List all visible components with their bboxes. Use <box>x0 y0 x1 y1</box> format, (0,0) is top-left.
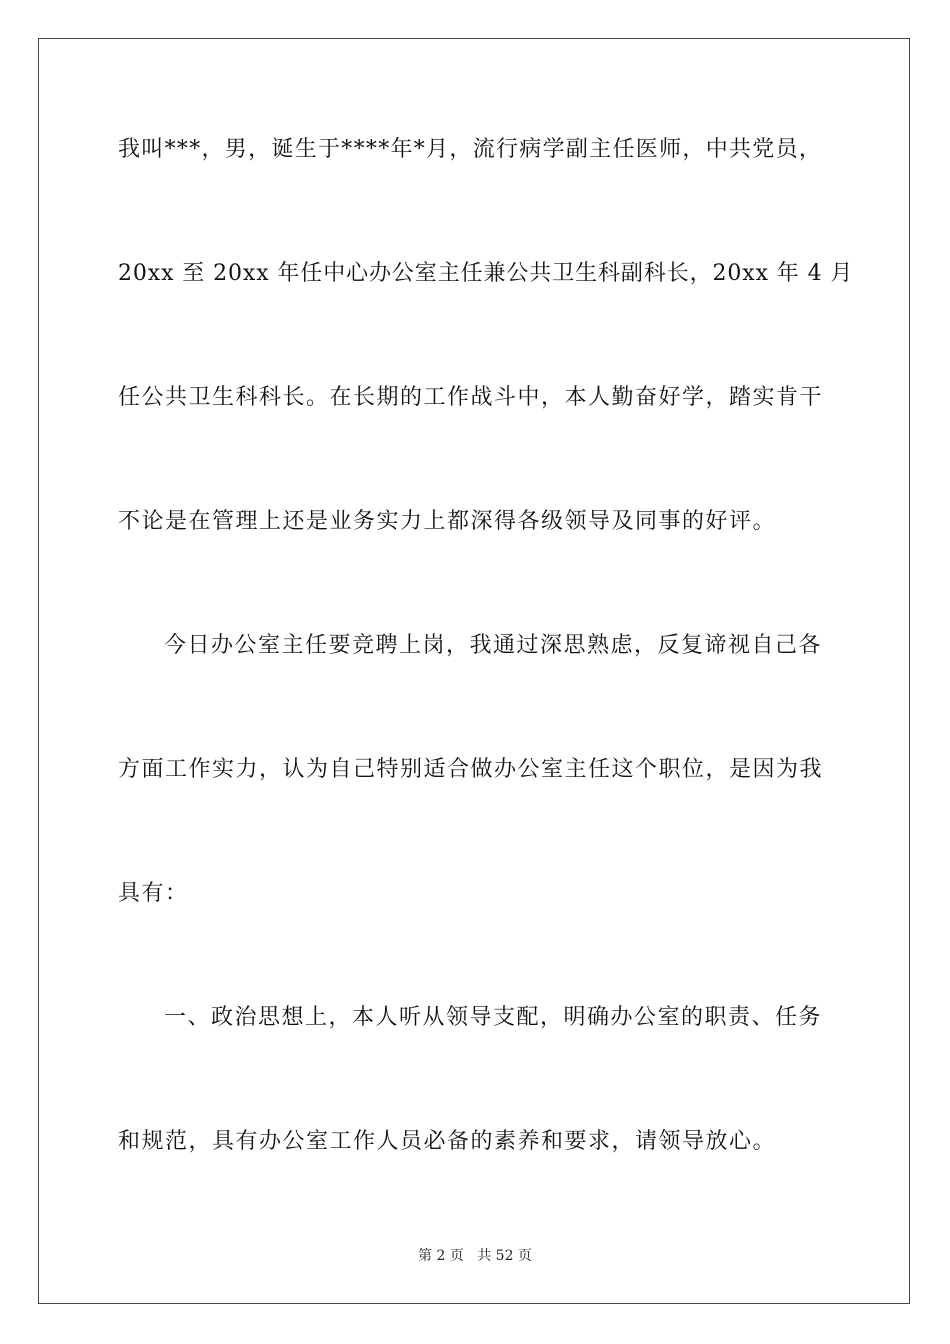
body-line-1: 我叫***，男，诞生于****年*月，流行病学副主任医师，中共党员， <box>118 137 823 162</box>
body-line-2: 20xx 至 20xx 年任中心办公室主任兼公共卫生科副科长，20xx 年 4 月 <box>118 261 854 286</box>
body-line-5: 今日办公室主任要竞聘上岗，我通过深思熟虑，反复谛视自己各 <box>164 633 823 658</box>
body-line-6: 方面工作实力，认为自己特别适合做办公室主任这个职位，是因为我 <box>118 757 824 782</box>
page-number: 第 2 页 <box>418 1248 464 1264</box>
body-line-9: 和规范，具有办公室工作人员必备的素养和要求，请领导放心。 <box>118 1129 777 1154</box>
page-footer <box>0 1246 950 1266</box>
page-total: 共 52 页 <box>477 1248 532 1264</box>
page-frame <box>38 38 910 1304</box>
body-line-8: 一、政治思想上，本人听从领导支配，明确办公室的职责、任务 <box>164 1005 823 1030</box>
body-line-3: 任公共卫生科科长。在长期的工作战斗中，本人勤奋好学，踏实肯干 <box>118 385 824 410</box>
body-line-7: 具有： <box>118 881 189 906</box>
body-line-4: 不论是在管理上还是业务实力上都深得各级领导及同事的好评。 <box>118 509 777 534</box>
